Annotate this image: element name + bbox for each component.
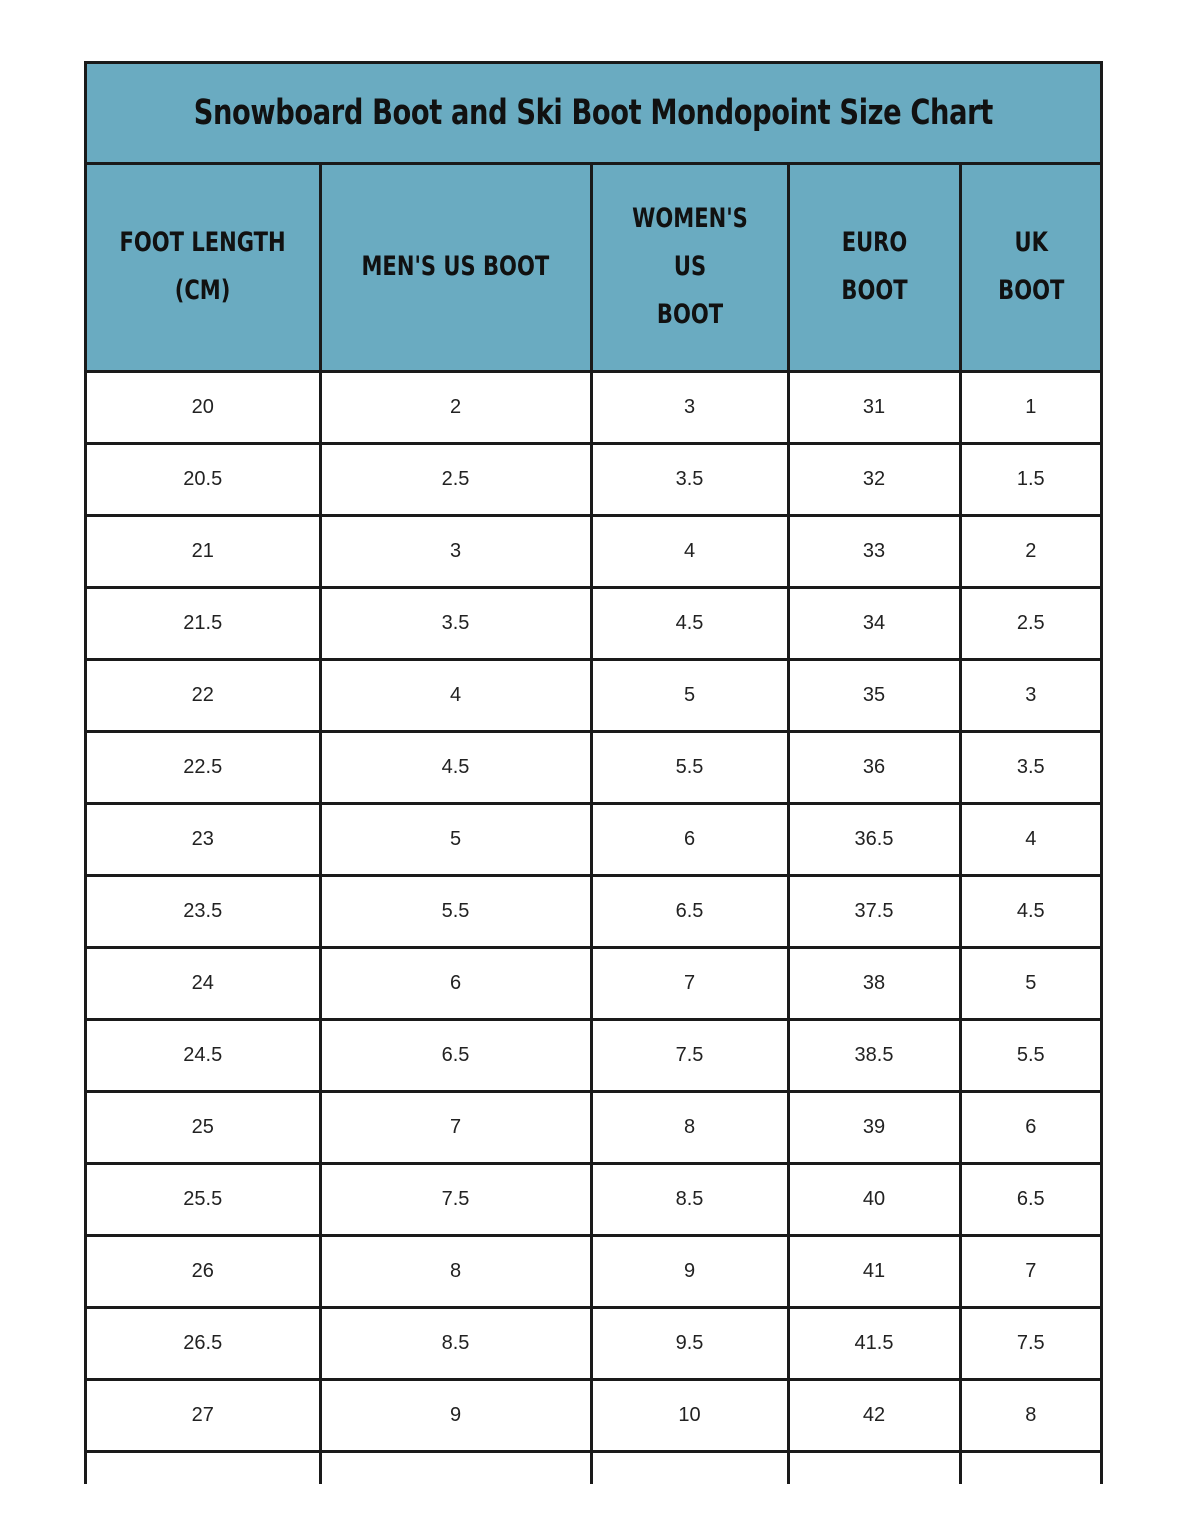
- womens-us-cell: 5.5: [591, 731, 788, 803]
- header-row: [87, 165, 1100, 371]
- foot-length-cell: [87, 1451, 320, 1484]
- womens-us-cell: [591, 1451, 788, 1484]
- euro-cell: 31: [788, 371, 960, 443]
- table-row: [87, 1451, 1100, 1484]
- uk-cell: 4: [960, 803, 1100, 875]
- foot-length-cell: 26.5: [87, 1307, 320, 1379]
- womens-us-cell: 4.5: [591, 587, 788, 659]
- table-row: [87, 1019, 1100, 1091]
- foot-length-cell: 20: [87, 371, 320, 443]
- table-row: [87, 515, 1100, 587]
- foot-length-cell: 25: [87, 1091, 320, 1163]
- uk-cell: 6.5: [960, 1163, 1100, 1235]
- mens-us-cell: 8: [320, 1235, 591, 1307]
- foot-length-cell: 20.5: [87, 443, 320, 515]
- table-row: [87, 587, 1100, 659]
- womens-us-cell: 10: [591, 1379, 788, 1451]
- womens-us-cell: 9.5: [591, 1307, 788, 1379]
- mens-us-cell: 8.5: [320, 1307, 591, 1379]
- table-row: [87, 1235, 1100, 1307]
- foot-length-cell: 22: [87, 659, 320, 731]
- size-table: [87, 165, 1100, 1484]
- foot-length-cell: 21: [87, 515, 320, 587]
- mens-us-cell: 4: [320, 659, 591, 731]
- table-row: [87, 947, 1100, 1019]
- title-bar: [87, 64, 1100, 165]
- uk-cell: 5: [960, 947, 1100, 1019]
- uk-cell: 1: [960, 371, 1100, 443]
- foot-length-cell: 24: [87, 947, 320, 1019]
- table-row: [87, 731, 1100, 803]
- euro-cell: 35: [788, 659, 960, 731]
- mens-us-cell: 2: [320, 371, 591, 443]
- uk-cell: 7: [960, 1235, 1100, 1307]
- table-row: [87, 1163, 1100, 1235]
- uk-cell: 2.5: [960, 587, 1100, 659]
- table-row: [87, 803, 1100, 875]
- table-row: [87, 371, 1100, 443]
- table-row: [87, 1379, 1100, 1451]
- womens-us-cell: 4: [591, 515, 788, 587]
- euro-cell: 37.5: [788, 875, 960, 947]
- euro-cell: 38.5: [788, 1019, 960, 1091]
- foot-length-cell: 22.5: [87, 731, 320, 803]
- mens-us-cell: 6: [320, 947, 591, 1019]
- uk-cell: 5.5: [960, 1019, 1100, 1091]
- mens-us-cell: 3.5: [320, 587, 591, 659]
- foot-length-cell: 24.5: [87, 1019, 320, 1091]
- womens-us-cell: 6.5: [591, 875, 788, 947]
- chart-title: Snowboard Boot and Ski Boot Mondopoint Size Chart: [193, 93, 994, 133]
- euro-cell: [788, 1451, 960, 1484]
- table-row: [87, 875, 1100, 947]
- mens-us-cell: 9: [320, 1379, 591, 1451]
- mens-us-cell: [320, 1451, 591, 1484]
- euro-cell: 32: [788, 443, 960, 515]
- uk-cell: 4.5: [960, 875, 1100, 947]
- table-row: [87, 659, 1100, 731]
- table-row: [87, 443, 1100, 515]
- table-row: [87, 1091, 1100, 1163]
- header-mens-us-boot: MEN'S US BOOT: [320, 165, 591, 371]
- header-euro-boot: EURO BOOT: [788, 165, 960, 371]
- uk-cell: 6: [960, 1091, 1100, 1163]
- euro-cell: 33: [788, 515, 960, 587]
- mens-us-cell: 6.5: [320, 1019, 591, 1091]
- table-body: [87, 371, 1100, 1484]
- euro-cell: 42: [788, 1379, 960, 1451]
- euro-cell: 38: [788, 947, 960, 1019]
- foot-length-cell: 23.5: [87, 875, 320, 947]
- womens-us-cell: 5: [591, 659, 788, 731]
- mens-us-cell: 5: [320, 803, 591, 875]
- womens-us-cell: 9: [591, 1235, 788, 1307]
- womens-us-cell: 7: [591, 947, 788, 1019]
- foot-length-cell: 25.5: [87, 1163, 320, 1235]
- uk-cell: 2: [960, 515, 1100, 587]
- womens-us-cell: 8: [591, 1091, 788, 1163]
- foot-length-cell: 21.5: [87, 587, 320, 659]
- womens-us-cell: 8.5: [591, 1163, 788, 1235]
- header-womens-us-boot: WOMEN'S US BOOT: [591, 165, 788, 371]
- mens-us-cell: 7: [320, 1091, 591, 1163]
- euro-cell: 41: [788, 1235, 960, 1307]
- womens-us-cell: 7.5: [591, 1019, 788, 1091]
- table-row: [87, 1307, 1100, 1379]
- header-foot-length: FOOT LENGTH (CM): [87, 165, 320, 371]
- euro-cell: 41.5: [788, 1307, 960, 1379]
- uk-cell: [960, 1451, 1100, 1484]
- euro-cell: 40: [788, 1163, 960, 1235]
- uk-cell: 7.5: [960, 1307, 1100, 1379]
- mens-us-cell: 2.5: [320, 443, 591, 515]
- euro-cell: 36: [788, 731, 960, 803]
- euro-cell: 34: [788, 587, 960, 659]
- mens-us-cell: 5.5: [320, 875, 591, 947]
- mens-us-cell: 4.5: [320, 731, 591, 803]
- womens-us-cell: 3: [591, 371, 788, 443]
- size-chart: [84, 61, 1103, 1484]
- foot-length-cell: 27: [87, 1379, 320, 1451]
- euro-cell: 39: [788, 1091, 960, 1163]
- euro-cell: 36.5: [788, 803, 960, 875]
- womens-us-cell: 3.5: [591, 443, 788, 515]
- foot-length-cell: 23: [87, 803, 320, 875]
- uk-cell: 1.5: [960, 443, 1100, 515]
- header-uk-boot: UK BOOT: [960, 165, 1100, 371]
- uk-cell: 3.5: [960, 731, 1100, 803]
- foot-length-cell: 26: [87, 1235, 320, 1307]
- mens-us-cell: 3: [320, 515, 591, 587]
- uk-cell: 3: [960, 659, 1100, 731]
- uk-cell: 8: [960, 1379, 1100, 1451]
- mens-us-cell: 7.5: [320, 1163, 591, 1235]
- womens-us-cell: 6: [591, 803, 788, 875]
